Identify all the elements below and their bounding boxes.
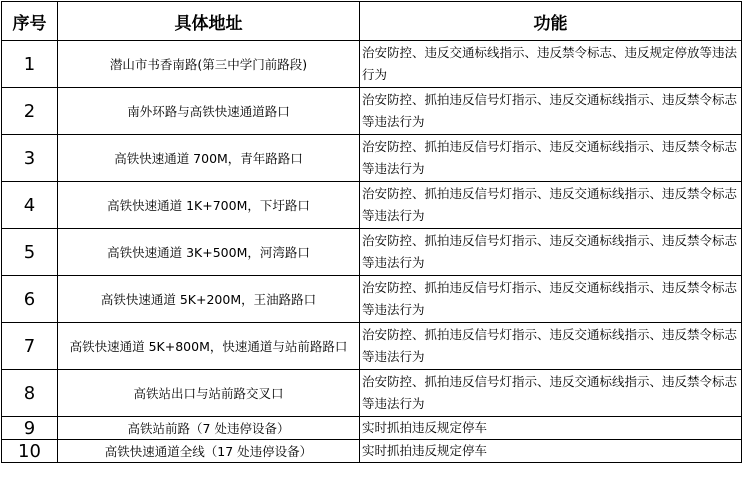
row-function: 治安防控、抓拍违反信号灯指示、违反交通标线指示、违反禁令标志等违法行为 <box>360 323 742 370</box>
table-header-row <box>2 2 742 41</box>
table-row <box>2 182 742 229</box>
row-address: 高铁快速通道 5K+200M，王油路路口 <box>58 276 360 323</box>
row-address: 高铁快速通道全线（17 处违停设备） <box>58 440 360 463</box>
location-function-table <box>1 1 742 463</box>
row-function: 治安防控、抓拍违反信号灯指示、违反交通标线指示、违反禁令标志等违法行为 <box>360 88 742 135</box>
table-row <box>2 88 742 135</box>
table-row <box>2 440 742 463</box>
table-row <box>2 41 742 88</box>
table-row <box>2 276 742 323</box>
row-number: 2 <box>2 88 58 135</box>
header-serial-number: 序号 <box>2 2 58 41</box>
row-number: 9 <box>2 417 58 440</box>
row-number: 8 <box>2 370 58 417</box>
row-address: 高铁快速通道 5K+800M，快速通道与站前路路口 <box>58 323 360 370</box>
table-row <box>2 370 742 417</box>
row-function: 实时抓拍违反规定停车 <box>360 440 742 463</box>
row-function: 治安防控、抓拍违反信号灯指示、违反交通标线指示、违反禁令标志等违法行为 <box>360 182 742 229</box>
row-address: 高铁站出口与站前路交叉口 <box>58 370 360 417</box>
row-function: 实时抓拍违反规定停车 <box>360 417 742 440</box>
row-number: 4 <box>2 182 58 229</box>
row-number: 5 <box>2 229 58 276</box>
row-function: 治安防控、抓拍违反信号灯指示、违反交通标线指示、违反禁令标志等违法行为 <box>360 229 742 276</box>
row-function: 治安防控、违反交通标线指示、违反禁令标志、违反规定停放等违法行为 <box>360 41 742 88</box>
row-address: 潜山市书香南路(第三中学门前路段) <box>58 41 360 88</box>
row-number: 7 <box>2 323 58 370</box>
row-address: 高铁快速通道 700M，青年路路口 <box>58 135 360 182</box>
table-row <box>2 229 742 276</box>
header-address: 具体地址 <box>58 2 360 41</box>
row-function: 治安防控、抓拍违反信号灯指示、违反交通标线指示、违反禁令标志等违法行为 <box>360 135 742 182</box>
row-address: 高铁站前路（7 处违停设备） <box>58 417 360 440</box>
row-number: 1 <box>2 41 58 88</box>
row-function: 治安防控、抓拍违反信号灯指示、违反交通标线指示、违反禁令标志等违法行为 <box>360 276 742 323</box>
table-row <box>2 323 742 370</box>
row-number: 10 <box>2 440 58 463</box>
row-address: 高铁快速通道 3K+500M，河湾路口 <box>58 229 360 276</box>
row-address: 南外环路与高铁快速通道路口 <box>58 88 360 135</box>
row-address: 高铁快速通道 1K+700M，下圩路口 <box>58 182 360 229</box>
table-row <box>2 135 742 182</box>
table-row <box>2 417 742 440</box>
row-function: 治安防控、抓拍违反信号灯指示、违反交通标线指示、违反禁令标志等违法行为 <box>360 370 742 417</box>
row-number: 3 <box>2 135 58 182</box>
header-function: 功能 <box>360 2 742 41</box>
row-number: 6 <box>2 276 58 323</box>
